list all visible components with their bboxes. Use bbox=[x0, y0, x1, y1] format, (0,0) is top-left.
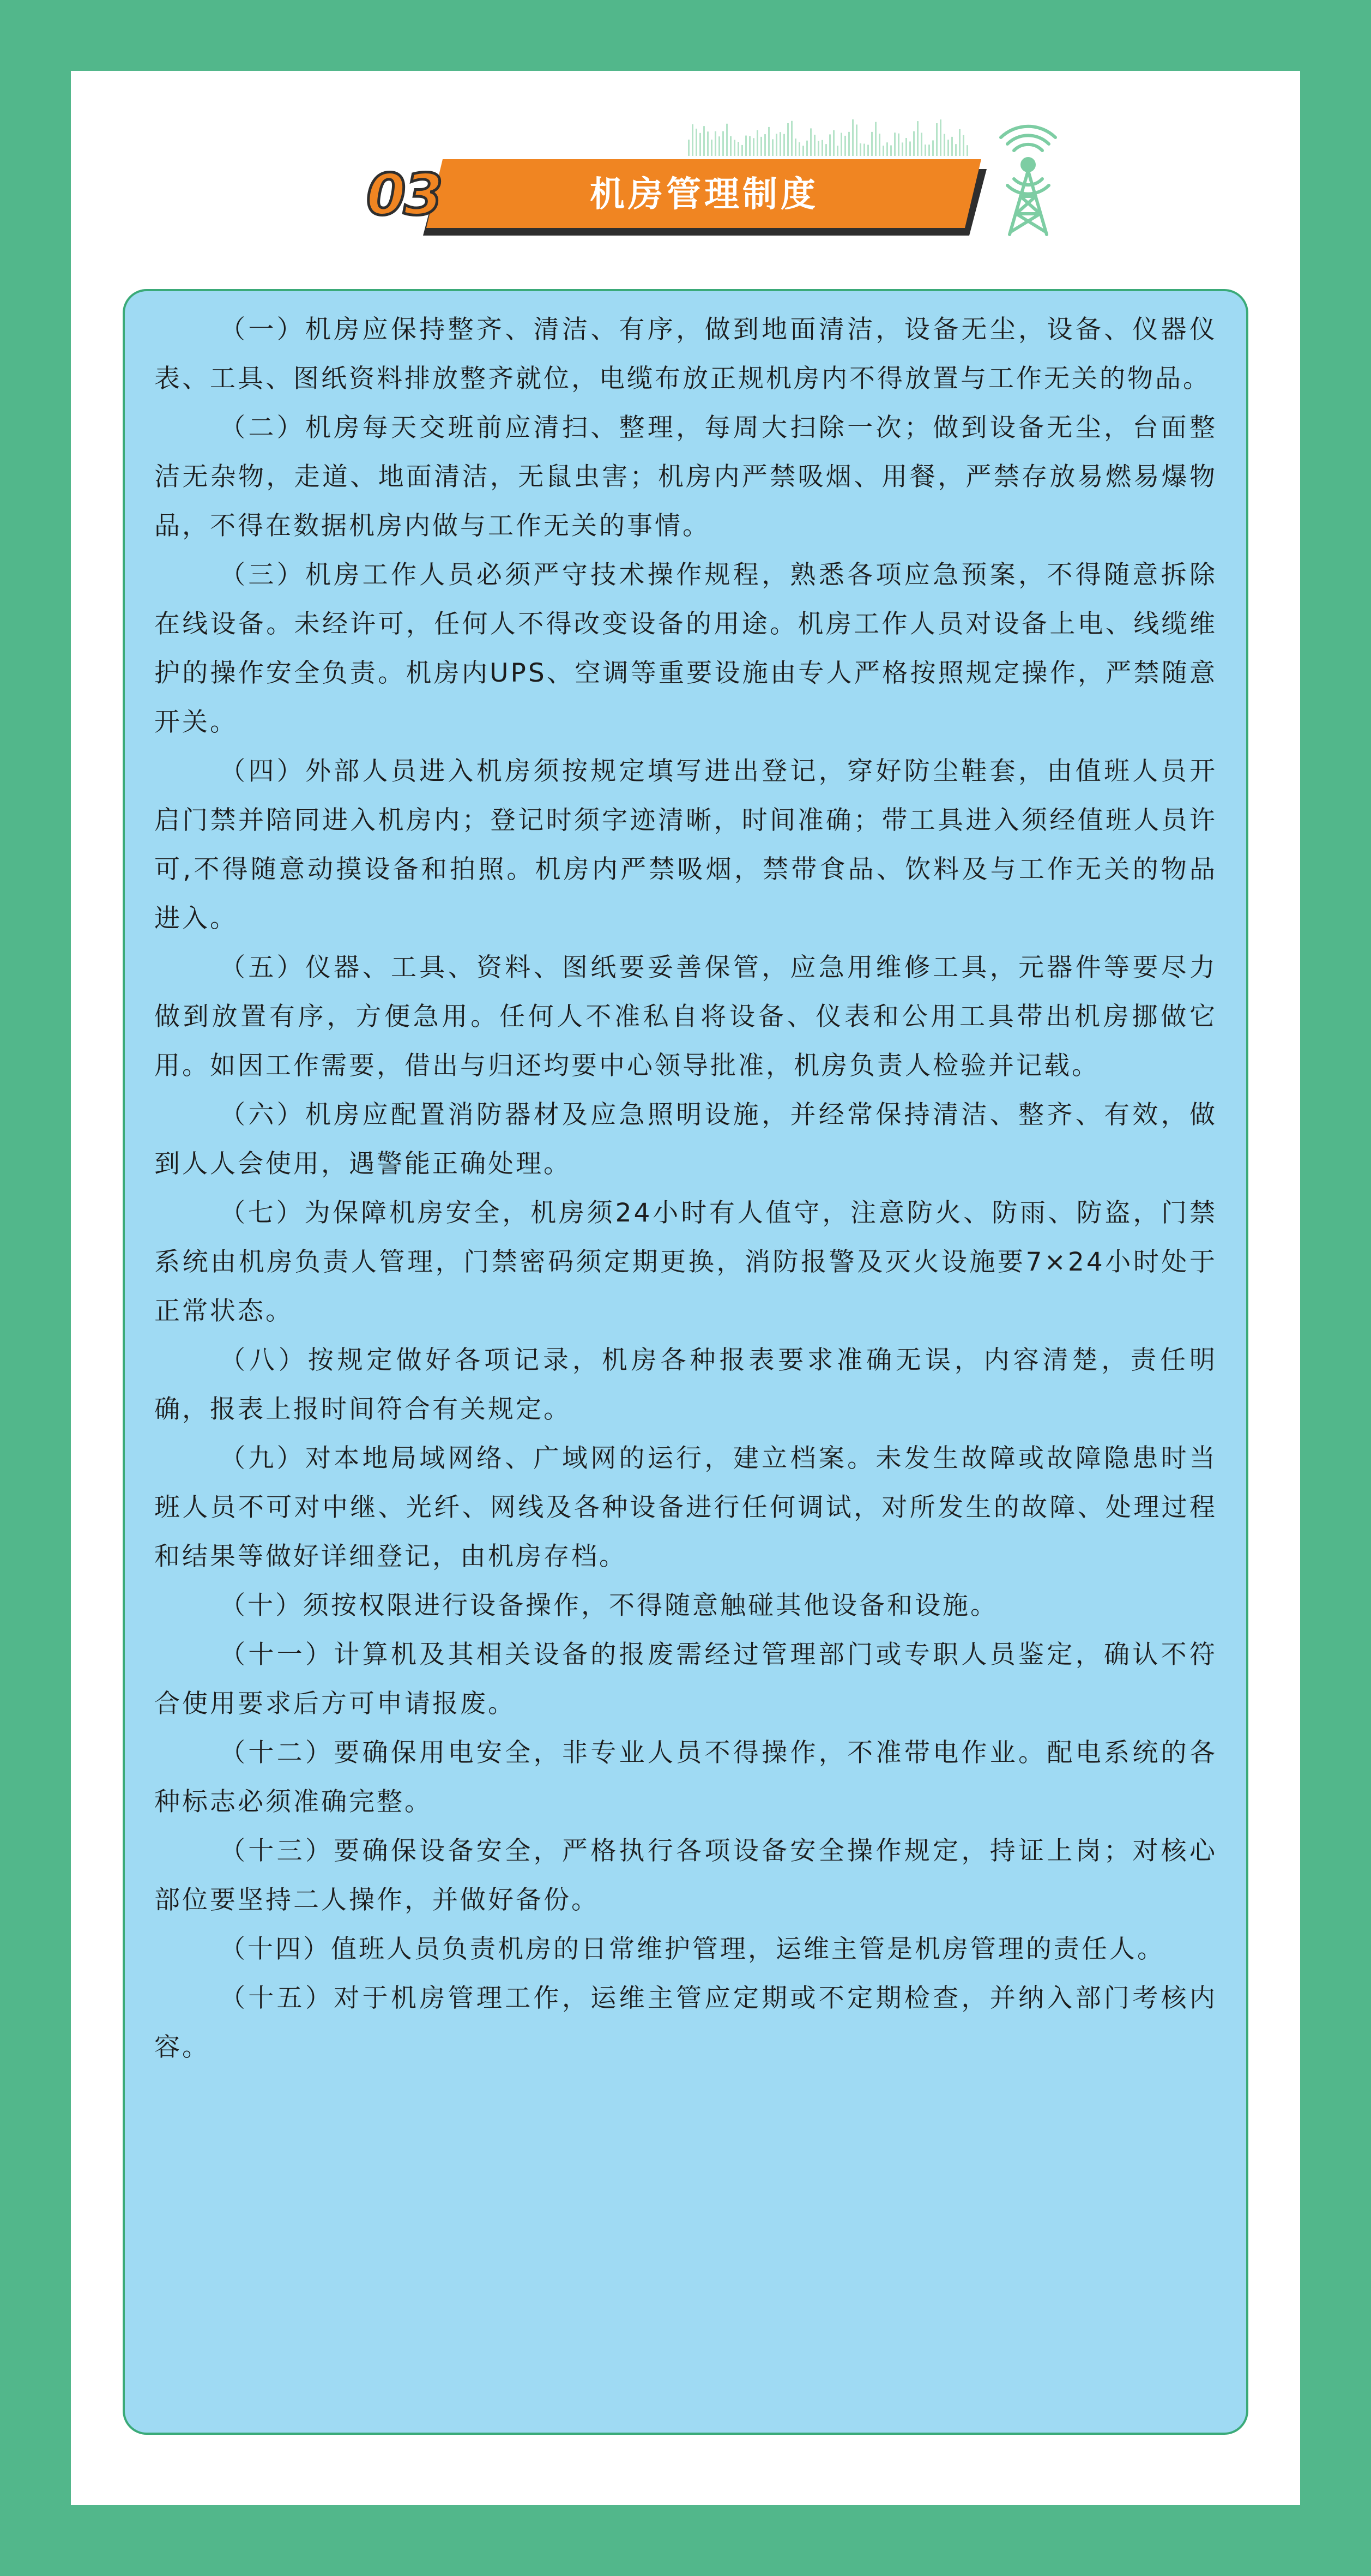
wave-bar bbox=[730, 136, 732, 156]
wave-bar bbox=[780, 132, 781, 156]
wave-bar bbox=[749, 136, 751, 156]
wave-bar bbox=[856, 124, 857, 156]
rule-item-6: （六）机房应配置消防器材及应急照明设施，并经常保持清洁、整齐、有效，做到人人会使用，遇警能正确处理。 bbox=[154, 1100, 1217, 1179]
wave-bar bbox=[822, 140, 823, 156]
wave-bar bbox=[936, 123, 938, 156]
wave-bar bbox=[806, 141, 808, 156]
wave-bar bbox=[692, 124, 693, 156]
wave-bar bbox=[768, 127, 770, 156]
rule-item-3: （三）机房工作人员必须严守技术操作规程，熟悉各项应急预案，不得随意拆除在线设备。未经许可，任何人不得改变设备的用途。机房工作人员对设备上电、线缆维护的操作安全负责。机房内UPS、空调等重要设施由专人严格按照规定操作，严禁随意开关。 bbox=[154, 560, 1217, 737]
rule-item-7: （七）为保障机房安全，机房须24小时有人值守，注意防火、防雨、防盗，门禁系统由机房负责人管理，门禁密码须定期更换，消防报警及灭火设施要7×24小时处于正常状态。 bbox=[154, 1198, 1217, 1326]
rule-item-14: （十四）值班人员负责机房的日常维护管理，运维主管是机房管理的责任人。 bbox=[220, 1934, 1165, 1964]
wave-bar bbox=[802, 146, 804, 156]
wave-bar bbox=[921, 133, 922, 156]
wave-bar bbox=[688, 140, 690, 156]
wave-bar bbox=[703, 126, 705, 156]
rule-item-1: （一）机房应保持整齐、清洁、有序，做到地面清洁，设备无尘，设备、仪器仪表、工具、图纸资料排放整齐就位，电缆布放正规机房内不得放置与工作无关的物品。 bbox=[154, 315, 1217, 394]
wave-bar bbox=[841, 133, 842, 156]
signal-tower-icon bbox=[1001, 127, 1055, 234]
wave-bar bbox=[696, 129, 697, 156]
wave-bar bbox=[795, 139, 796, 156]
wave-bar bbox=[760, 137, 762, 156]
wave-bar bbox=[814, 135, 816, 156]
wave-bar bbox=[715, 131, 716, 156]
wave-bar bbox=[883, 146, 884, 156]
wave-bar bbox=[860, 143, 861, 156]
rule-item-13: （十三）要确保设备安全，严格执行各项设备安全操作规定，持证上岗；对核心部位要坚持二人操作，并做好备份。 bbox=[154, 1836, 1217, 1915]
wave-bar bbox=[707, 131, 709, 156]
wave-bar bbox=[783, 134, 785, 156]
wave-bar bbox=[947, 140, 949, 156]
wave-bar bbox=[711, 140, 712, 156]
wave-bar bbox=[772, 139, 774, 156]
wave-bar bbox=[909, 141, 911, 156]
wave-bar bbox=[837, 146, 838, 156]
wave-bar bbox=[917, 121, 919, 156]
wave-bar bbox=[764, 134, 766, 156]
rule-item-8: （八）按规定做好各项记录，机房各种报表要求准确无误，内容清楚，责任明确，报表上报时间符合有关规定。 bbox=[154, 1345, 1217, 1424]
rule-item-10: （十）须按权限进行设备操作，不得随意触碰其他设备和设施。 bbox=[220, 1591, 998, 1621]
wave-bar bbox=[951, 137, 953, 156]
wave-bar bbox=[787, 123, 789, 156]
wave-bar bbox=[810, 128, 812, 156]
wave-bar bbox=[925, 145, 926, 156]
wave-bar bbox=[776, 134, 777, 156]
wave-bar bbox=[890, 146, 892, 156]
wave-bar bbox=[791, 121, 793, 156]
wave-bar bbox=[894, 133, 896, 156]
wave-bar bbox=[963, 135, 964, 156]
wave-bar bbox=[913, 131, 915, 156]
wave-bar bbox=[738, 142, 739, 156]
wave-bar bbox=[757, 130, 758, 156]
wave-bar bbox=[898, 134, 899, 156]
wave-bar bbox=[886, 142, 888, 156]
sound-wave-icon bbox=[688, 119, 968, 156]
wave-bar bbox=[726, 124, 728, 156]
wave-bar bbox=[848, 132, 850, 156]
rule-item-15: （十五）对于机房管理工作，运维主管应定期或不定期检查，并纳入部门考核内容。 bbox=[154, 1983, 1217, 2062]
section-number: 03 bbox=[366, 161, 441, 228]
wave-bar bbox=[799, 142, 800, 156]
rule-item-4: （四）外部人员进入机房须按规定填写进出登记，穿好防尘鞋套，由值班人员开启门禁并陪同进入机房内；登记时须字迹清晰，时间准确；带工具进入须经值班人员许可,不得随意动摸设备和拍照。机房内严禁吸烟，禁带食品、饮料及与工作无关的物品进入。 bbox=[154, 756, 1217, 934]
wave-bar bbox=[699, 133, 701, 156]
wave-bar bbox=[863, 144, 865, 156]
section-title: 机房管理制度 bbox=[590, 174, 819, 215]
wave-bar bbox=[825, 144, 827, 156]
wave-bar bbox=[875, 122, 877, 156]
wave-bar bbox=[753, 138, 754, 156]
wave-bar bbox=[844, 136, 846, 156]
wave-bar bbox=[871, 132, 873, 156]
rule-item-12: （十二）要确保用电安全，非专业人员不得操作，不准带电作业。配电系统的各种标志必须准确完整。 bbox=[154, 1738, 1217, 1817]
wave-bar bbox=[734, 140, 735, 156]
wave-bar bbox=[959, 129, 961, 156]
wave-bar bbox=[718, 136, 720, 156]
wave-bar bbox=[852, 119, 854, 156]
rule-item-2: （二）机房每天交班前应清扫、整理，每周大扫除一次；做到设备无尘，台面整洁无杂物，走道、地面清洁，无鼠虫害；机房内严禁吸烟、用餐，严禁存放易燃易爆物品，不得在数据机房内做与工作无关的事情。 bbox=[154, 413, 1217, 541]
rule-item-11: （十一）计算机及其相关设备的报废需经过管理部门或专职人员鉴定，确认不符合使用要求后方可申请报废。 bbox=[154, 1640, 1217, 1719]
wave-bar bbox=[745, 136, 747, 156]
wave-bar bbox=[902, 142, 903, 156]
wave-bar bbox=[818, 141, 819, 156]
wave-bar bbox=[967, 145, 968, 156]
wave-bar bbox=[829, 134, 831, 156]
wave-bar bbox=[867, 145, 869, 156]
wave-bar bbox=[722, 131, 724, 156]
rules-list bbox=[154, 305, 1217, 2072]
rule-item-5: （五）仪器、工具、资料、图纸要妥善保管，应急用维修工具，元器件等要尽力做到放置有序，方便急用。任何人不准私自将设备、仪表和公用工具带出机房挪做它用。如因工作需要，借出与归还均要中心领导批准，机房负责人检验并记载。 bbox=[154, 953, 1217, 1081]
rule-item-9: （九）对本地局域网络、广域网的运行，建立档案。未发生故障或故障隐患时当班人员不可对中继、光纤、网线及各种设备进行任何调试，对所发生的故障、处理过程和结果等做好详细登记，由机房存档。 bbox=[154, 1443, 1217, 1572]
wave-bar bbox=[940, 119, 941, 156]
wave-bar bbox=[932, 140, 934, 156]
wave-bar bbox=[928, 145, 930, 156]
wave-bar bbox=[879, 134, 880, 156]
wave-bar bbox=[833, 130, 835, 156]
wave-bar bbox=[955, 144, 957, 156]
wave-bar bbox=[944, 134, 945, 156]
wave-bar bbox=[905, 138, 907, 156]
wave-bar bbox=[741, 145, 743, 156]
